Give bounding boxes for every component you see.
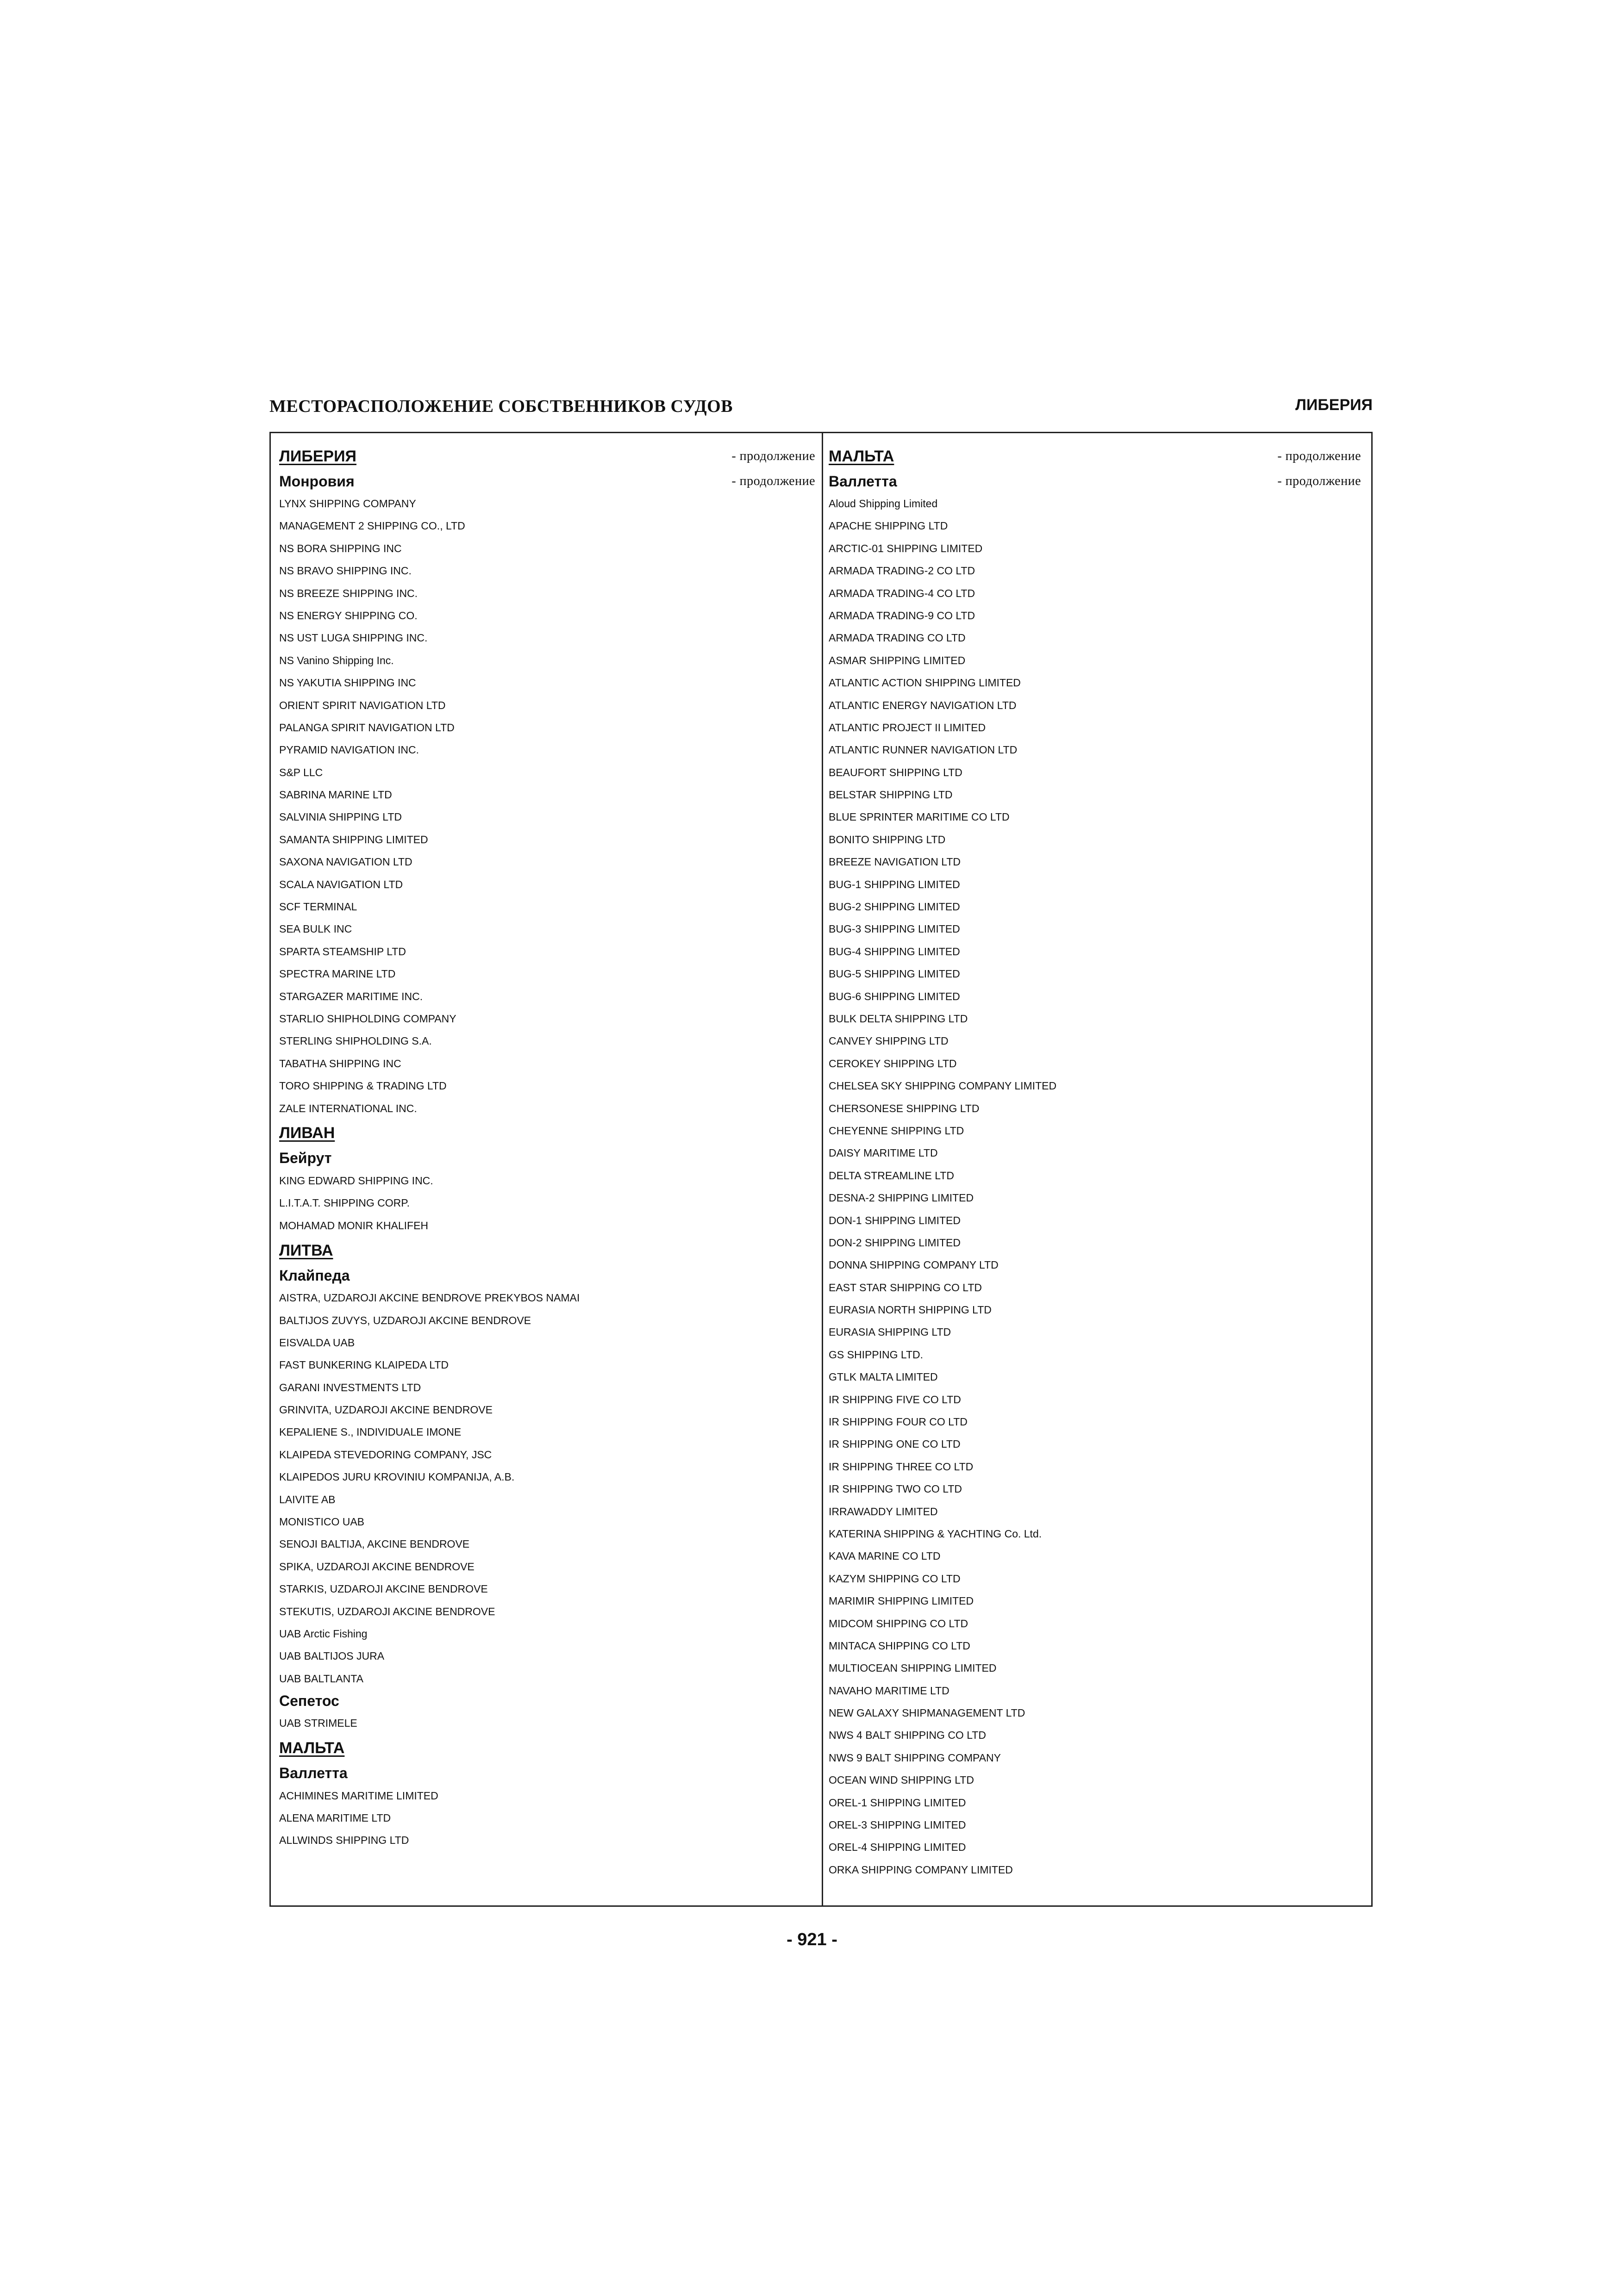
list-item: FAST BUNKERING KLAIPEDA LTD [279, 1359, 449, 1371]
list-item: STEKUTIS, UZDAROJI AKCINE BENDROVE [279, 1605, 495, 1618]
company-list-valletta [279, 1785, 815, 1852]
list-item: BUG-4 SHIPPING LIMITED [829, 945, 960, 958]
list-item: EAST STAR SHIPPING CO LTD [829, 1281, 982, 1294]
list-item: TABATHA SHIPPING INC [279, 1057, 401, 1070]
company-list-valletta-continued [829, 492, 1361, 1881]
content-frame [269, 432, 1373, 1907]
country-heading-lithuania [279, 1237, 815, 1264]
list-item: ACHIMINES MARITIME LIMITED [279, 1789, 438, 1802]
country-name: МАЛЬТА [829, 447, 894, 465]
list-item: EURASIA SHIPPING LTD [829, 1326, 951, 1338]
list-item: NS ENERGY SHIPPING CO. [279, 609, 418, 622]
list-item: MARIMIR SHIPPING LIMITED [829, 1595, 974, 1607]
list-item: MINTACA SHIPPING CO LTD [829, 1639, 970, 1652]
country-name: ЛИВАН [279, 1124, 335, 1142]
company-list-monrovia [279, 492, 815, 1120]
list-item: KEPALIENE S., INDIVIDUALE IMONE [279, 1426, 462, 1438]
country-heading-liberia [279, 442, 815, 470]
list-item: DELTA STREAMLINE LTD [829, 1169, 954, 1182]
list-item: NS BORA SHIPPING INC [279, 542, 402, 554]
list-item: ARCTIC-01 SHIPPING LIMITED [829, 542, 983, 554]
list-item: L.I.T.A.T. SHIPPING CORP. [279, 1197, 410, 1209]
list-item: DESNA-2 SHIPPING LIMITED [829, 1192, 974, 1204]
list-item: MULTIOCEAN SHIPPING LIMITED [829, 1662, 997, 1674]
list-item: BULK DELTA SHIPPING LTD [829, 1012, 968, 1025]
city-heading-valletta [279, 1762, 815, 1785]
list-item: OREL-1 SHIPPING LIMITED [829, 1796, 966, 1809]
list-item: NEW GALAXY SHIPMANAGEMENT LTD [829, 1707, 1025, 1719]
list-item: SPECTRA MARINE LTD [279, 968, 396, 980]
list-item: NS Vanino Shipping Inc. [279, 654, 394, 666]
list-item: IR SHIPPING ONE CO LTD [829, 1438, 961, 1450]
list-item: SENOJI BALTIJA, AKCINE BENDROVE [279, 1538, 470, 1550]
list-item: TORO SHIPPING & TRADING LTD [279, 1080, 447, 1092]
continued-label: - продолжение [731, 474, 815, 488]
list-item: BEAUFORT SHIPPING LTD [829, 766, 962, 778]
city-heading-monrovia [279, 470, 815, 492]
continued-label: - продолжение [1277, 449, 1361, 463]
list-item: ORIENT SPIRIT NAVIGATION LTD [279, 699, 446, 711]
city-name: Клайпеда [279, 1267, 350, 1284]
list-item: LYNX SHIPPING COMPANY [279, 498, 416, 510]
list-item: STARLIO SHIPHOLDING COMPANY [279, 1012, 456, 1025]
list-item: SPARTA STEAMSHIP LTD [279, 945, 406, 958]
list-item: BONITO SHIPPING LTD [829, 833, 946, 846]
list-item: ORKA SHIPPING COMPANY LIMITED [829, 1863, 1013, 1876]
list-item: SABRINA MARINE LTD [279, 789, 392, 801]
list-item: KLAIPEDOS JURU KROVINIU KOMPANIJA, A.B. [279, 1471, 515, 1483]
list-item: CHELSEA SKY SHIPPING COMPANY LIMITED [829, 1080, 1057, 1092]
list-item: NWS 9 BALT SHIPPING COMPANY [829, 1751, 1001, 1764]
list-item: MIDCOM SHIPPING CO LTD [829, 1617, 968, 1630]
city-name: Валлетта [279, 1765, 348, 1782]
page-number: - 921 - [787, 1930, 837, 1949]
list-item: BLUE SPRINTER MARITIME CO LTD [829, 811, 1010, 823]
list-item: BREEZE NAVIGATION LTD [829, 856, 961, 868]
city-heading-beirut [279, 1147, 815, 1170]
list-item: ALENA MARITIME LTD [279, 1811, 391, 1824]
list-item: PALANGA SPIRIT NAVIGATION LTD [279, 721, 455, 734]
list-item: DONNA SHIPPING COMPANY LTD [829, 1259, 999, 1271]
list-item: DON-2 SHIPPING LIMITED [829, 1236, 961, 1249]
left-column [271, 433, 822, 1905]
list-item: UAB STRIMELE [279, 1717, 357, 1730]
list-item: SCF TERMINAL [279, 901, 357, 913]
list-item: DAISY MARITIME LTD [829, 1147, 938, 1159]
list-item: KLAIPEDA STEVEDORING COMPANY, JSC [279, 1448, 492, 1461]
list-item: MOHAMAD MONIR KHALIFEH [279, 1219, 429, 1232]
list-item: ATLANTIC RUNNER NAVIGATION LTD [829, 744, 1018, 756]
list-item: ARMADA TRADING CO LTD [829, 632, 966, 644]
list-item: AISTRA, UZDAROJI AKCINE BENDROVE PREKYBOS NAMAI [279, 1292, 580, 1304]
list-item: GARANI INVESTMENTS LTD [279, 1381, 421, 1394]
company-list-sepetos [279, 1712, 815, 1734]
list-item: NAVAHO MARITIME LTD [829, 1684, 949, 1697]
list-item: MANAGEMENT 2 SHIPPING CO., LTD [279, 520, 465, 532]
right-column [823, 433, 1371, 1905]
city-name: Сепетос [279, 1692, 339, 1709]
list-item: APACHE SHIPPING LTD [829, 520, 948, 532]
list-item: IR SHIPPING FOUR CO LTD [829, 1416, 968, 1428]
list-item: ASMAR SHIPPING LIMITED [829, 654, 966, 666]
continued-label: - продолжение [1277, 474, 1361, 488]
list-item: SAMANTA SHIPPING LIMITED [279, 833, 428, 846]
list-item: UAB BALTLANTA [279, 1672, 363, 1685]
list-item: LAIVITE AB [279, 1493, 336, 1506]
list-item: Aloud Shipping Limited [829, 498, 938, 510]
city-name: Бейрут [279, 1150, 332, 1167]
list-item: STARKIS, UZDAROJI AKCINE BENDROVE [279, 1583, 488, 1595]
list-item: ATLANTIC PROJECT II LIMITED [829, 721, 986, 734]
list-item: BUG-2 SHIPPING LIMITED [829, 901, 960, 913]
list-item: SALVINIA SHIPPING LTD [279, 811, 402, 823]
list-item: MONISTICO UAB [279, 1516, 365, 1528]
list-item: STARGAZER MARITIME INC. [279, 990, 423, 1002]
list-item: STERLING SHIPHOLDING S.A. [279, 1035, 432, 1047]
list-item: KATERINA SHIPPING & YACHTING Co. Ltd. [829, 1527, 1042, 1540]
list-item: BUG-6 SHIPPING LIMITED [829, 990, 960, 1002]
list-item: ARMADA TRADING-2 CO LTD [829, 565, 975, 577]
list-item: IR SHIPPING TWO CO LTD [829, 1483, 962, 1495]
list-item: DON-1 SHIPPING LIMITED [829, 1214, 961, 1226]
continued-label: - продолжение [731, 449, 815, 463]
country-name: ЛИБЕРИЯ [279, 447, 356, 465]
list-item: ATLANTIC ENERGY NAVIGATION LTD [829, 699, 1017, 711]
list-item: ARMADA TRADING-4 CO LTD [829, 587, 975, 599]
list-item: IR SHIPPING FIVE CO LTD [829, 1393, 961, 1406]
list-item: CEROKEY SHIPPING LTD [829, 1057, 957, 1070]
list-item: BELSTAR SHIPPING LTD [829, 789, 953, 801]
country-heading-malta [279, 1735, 815, 1762]
list-item: OCEAN WIND SHIPPING LTD [829, 1774, 974, 1786]
list-item: PYRAMID NAVIGATION INC. [279, 744, 419, 756]
list-item: SAXONA NAVIGATION LTD [279, 856, 412, 868]
page-title: МЕСТОРАСПОЛОЖЕНИЕ СОБСТВЕННИКОВ СУДОВ [269, 397, 733, 416]
city-heading-valletta [829, 470, 1361, 492]
list-item: SCALA NAVIGATION LTD [279, 878, 403, 890]
list-item: CHERSONESE SHIPPING LTD [829, 1102, 980, 1114]
list-item: CANVEY SHIPPING LTD [829, 1035, 949, 1047]
list-item: NWS 4 BALT SHIPPING CO LTD [829, 1729, 986, 1742]
company-list-beirut [279, 1170, 815, 1237]
list-item: IR SHIPPING THREE CO LTD [829, 1460, 974, 1473]
company-list-klaipeda [279, 1287, 815, 1690]
country-name: МАЛЬТА [279, 1739, 345, 1757]
page-header [269, 396, 1373, 418]
country-heading-lebanon [279, 1120, 815, 1147]
list-item: ATLANTIC ACTION SHIPPING LIMITED [829, 677, 1021, 689]
list-item: EURASIA NORTH SHIPPING LTD [829, 1304, 992, 1316]
list-item: ZALE INTERNATIONAL INC. [279, 1102, 417, 1114]
city-name: Валлетта [829, 473, 897, 490]
list-item: BUG-3 SHIPPING LIMITED [829, 923, 960, 935]
list-item: SEA BULK INC [279, 923, 352, 935]
list-item: ALLWINDS SHIPPING LTD [279, 1834, 409, 1847]
list-item: EISVALDA UAB [279, 1336, 355, 1349]
list-item: KING EDWARD SHIPPING INC. [279, 1174, 433, 1187]
list-item: NS YAKUTIA SHIPPING INC [279, 677, 416, 689]
header-country: ЛИБЕРИЯ [1295, 396, 1373, 414]
country-heading-malta [829, 442, 1361, 470]
list-item: ARMADA TRADING-9 CO LTD [829, 609, 975, 622]
list-item: GS SHIPPING LTD. [829, 1348, 924, 1361]
list-item: NS BREEZE SHIPPING INC. [279, 587, 418, 599]
list-item: NS UST LUGA SHIPPING INC. [279, 632, 428, 644]
list-item: OREL-4 SHIPPING LIMITED [829, 1841, 966, 1854]
city-heading-klaipeda [279, 1264, 815, 1287]
city-heading-sepetos [279, 1690, 815, 1712]
list-item: IRRAWADDY LIMITED [829, 1505, 938, 1518]
list-item: BUG-1 SHIPPING LIMITED [829, 878, 960, 890]
list-item: S&P LLC [279, 766, 323, 778]
city-name: Монровия [279, 473, 355, 490]
list-item: BUG-5 SHIPPING LIMITED [829, 968, 960, 980]
list-item: NS BRAVO SHIPPING INC. [279, 565, 412, 577]
list-item: KAVA MARINE CO LTD [829, 1550, 941, 1562]
list-item: KAZYM SHIPPING CO LTD [829, 1572, 961, 1585]
list-item: OREL-3 SHIPPING LIMITED [829, 1819, 966, 1831]
list-item: CHEYENNE SHIPPING LTD [829, 1124, 964, 1137]
list-item: SPIKA, UZDAROJI AKCINE BENDROVE [279, 1560, 475, 1573]
list-item: BALTIJOS ZUVYS, UZDAROJI AKCINE BENDROVE [279, 1314, 531, 1326]
list-item: UAB Arctic Fishing [279, 1627, 368, 1640]
list-item: UAB BALTIJOS JURA [279, 1650, 385, 1662]
country-name: ЛИТВА [279, 1241, 333, 1259]
list-item: GRINVITA, UZDAROJI AKCINE BENDROVE [279, 1404, 493, 1416]
list-item: GTLK MALTA LIMITED [829, 1371, 938, 1383]
